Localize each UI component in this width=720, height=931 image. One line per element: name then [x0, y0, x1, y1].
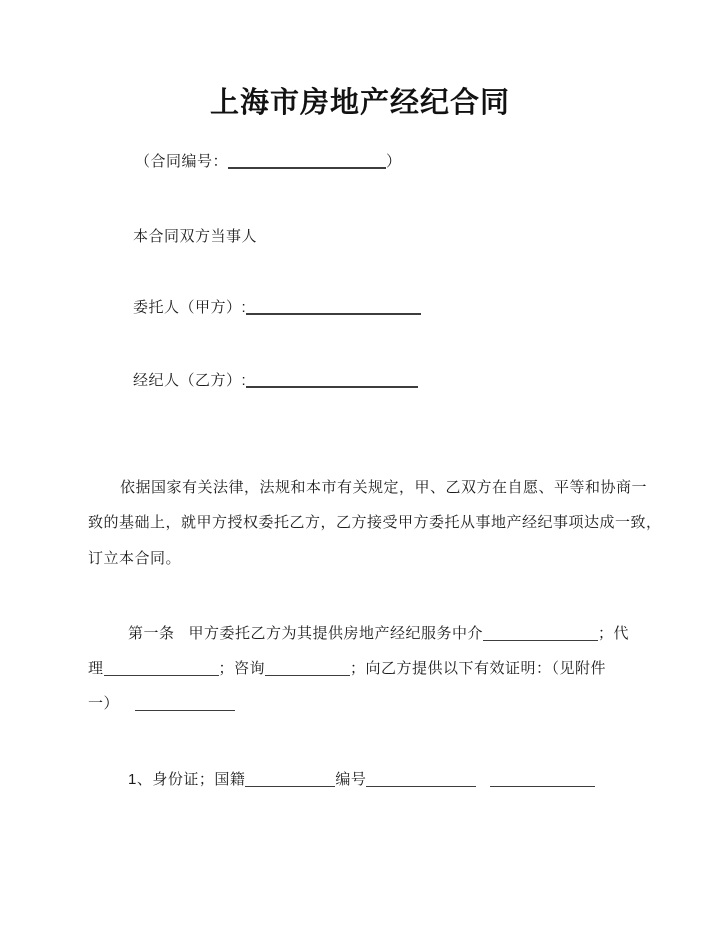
article1-line-1: [128, 623, 629, 645]
preamble-line-2: 致的基础上，就甲方授权委托乙方，乙方接受甲方委托从事地产经纪事项达成一致，: [88, 514, 662, 531]
article1-agency-blank[interactable]: [483, 625, 598, 641]
contract-number-line: [135, 151, 402, 173]
document-title: 上海市房地产经纪合同: [209, 87, 510, 119]
article1-line-2: [88, 658, 606, 680]
article1-consult-blank[interactable]: [265, 660, 350, 676]
item1-mid: 编号: [335, 771, 367, 788]
preamble-line-3: 订立本合同。: [88, 550, 182, 567]
item1-line: [128, 769, 595, 791]
article1-line-3: [88, 693, 235, 715]
item1-nationality-blank[interactable]: [245, 771, 335, 787]
item1-number-blank[interactable]: [366, 771, 476, 787]
article1-line2-tail: ；向乙方提供以下有效证明：（见附件: [350, 660, 607, 677]
party-a-name-blank[interactable]: [246, 298, 421, 315]
party-b-name-blank[interactable]: [246, 371, 418, 388]
article1-line1-text: 甲方委托乙方为其提供房地产经纪服务中介: [188, 625, 484, 642]
party-b-line: [133, 370, 418, 392]
party-b-label: 经纪人（乙方）:: [133, 372, 247, 389]
article1-line3-lead: 一）: [88, 695, 120, 712]
article1-line1-tail: ；代: [598, 625, 630, 642]
contract-number-blank[interactable]: [228, 152, 386, 169]
parties-heading: 本合同双方当事人: [133, 228, 258, 245]
party-a-line: [133, 297, 421, 319]
contract-number-suffix: ）: [386, 153, 402, 170]
contract-number-prefix: （合同编号：: [135, 153, 229, 170]
item1-lead: 1、身份证；国籍: [128, 771, 246, 788]
article1-line2-lead: 理: [88, 660, 104, 677]
article1-line2-mid: ；咨询: [218, 660, 266, 677]
article1-attachment-blank[interactable]: [135, 695, 235, 711]
party-a-label: 委托人（甲方）:: [133, 299, 247, 316]
article1-label: 第一条: [128, 625, 175, 642]
article1-proxy-blank[interactable]: [104, 660, 219, 676]
preamble-line-1: 依据国家有关法律，法规和本市有关规定，甲、乙双方在自愿、平等和协商一: [120, 479, 648, 496]
item1-extra-blank[interactable]: [490, 771, 595, 787]
